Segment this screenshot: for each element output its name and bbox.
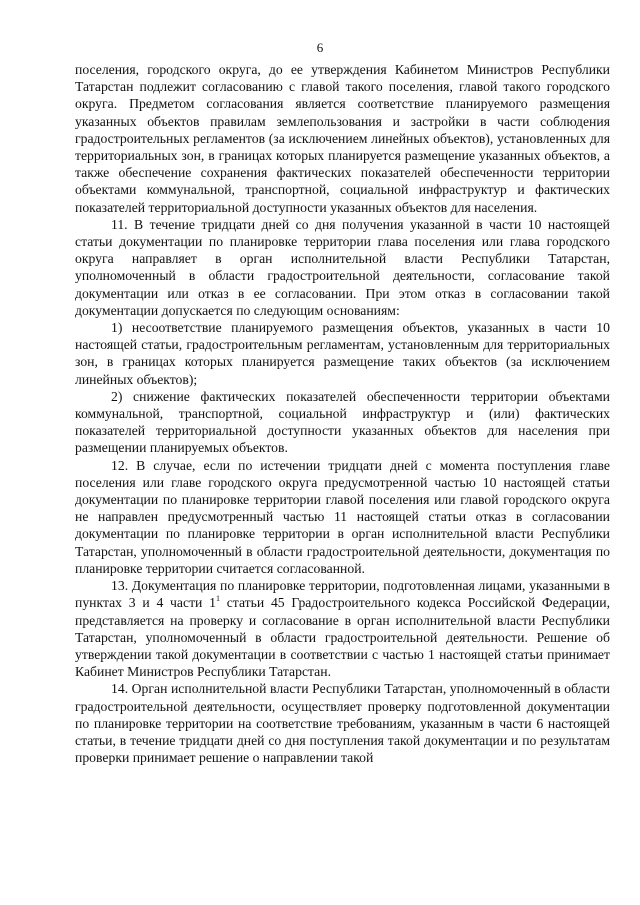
paragraph-item-11: 11. В течение тридцати дней со дня получения указанной в части 10 настоящей статьи документации по планировке территории глава поселения или глава городского округа направляет в орган исполнительной власти Республики Татарстан, уполномоченный в области градостроительной деятельности, согласование такой документации или отказ в ее согласовании. При этом отказ в согласовании такой документации допускается по следующим основаниям:: [75, 216, 610, 318]
paragraph-subitem-2: 2) снижение фактических показателей обеспеченности территории объектами коммунальной, транспортной, социальной инфраструктур и (или) фактических показателей территориальной доступности указанных объектов для населения при размещении планируемых объектов.: [75, 388, 610, 456]
paragraph-item-14: 14. Орган исполнительной власти Республики Татарстан, уполномоченный в области градостроительной деятельности, осуществляет проверку подготовленной документации по планировке территории на соответствие требованиям, указанным в части 6 настоящей статьи, в течение тридцати дней со дня поступления такой документации и по результатам проверки принимает решение о направлении такой: [75, 681, 610, 766]
paragraph-item-12: 12. В случае, если по истечении тридцати дней с момента поступления главе поселения или главе городского округа предусмотренной частью 10 настоящей статьи документации по планировке территории главой поселения или главой городского округа не направлен предусмотренный частью 11 настоящей статьи отказ в согласовании документации по планировке территории в орган исполнительной власти Республики Татарстан, уполномоченный в области градостроительной деятельности, документация по планировке территории считается согласованной.: [75, 457, 610, 576]
paragraph-continuation: поселения, городского округа, до ее утверждения Кабинетом Министров Республики Татарстан подлежит согласованию с главой такого поселения, главой такого городского округа. Предметом согласования является соответствие планируемого размещения указанных объектов правилам землепользования и застройки в части соблюдения градостроительных регламентов (за исключением линейных объектов), установленных для территориальных зон, в границах которых планируется размещение указанных объектов, а также обеспечение сохранения фактических показателей обеспеченности территории объектами коммунальной, транспортной, социальной инфраструктур и фактических показателей территориальной доступности указанных объектов для населения.: [75, 62, 610, 215]
page-number: 6: [316, 40, 324, 55]
paragraph-item-13-text-before: 13. Документация по планировке территории, подготовленная лицами, указанными в пунктах 3 и 4 части 1: [75, 578, 610, 611]
paragraph-item-13: [75, 577, 610, 680]
document-body: [75, 61, 610, 766]
paragraph-item-13-text-after: статьи 45 Градостроительного кодекса Российской Федерации, представляется на проверку и согласование в орган исполнительной власти Республики Татарстан, уполномоченный в области градостроительной деятельности. Решение об утверждении такой документации в соответствии с частью 1 настоящей статьи принимает Кабинет Министров Республики Татарстан.: [75, 595, 610, 680]
paragraph-subitem-1: 1) несоответствие планируемого размещения объектов, указанных в части 10 настоящей статьи, градостроительным регламентам, установленным для территориальных зон, в границах которых планируется размещение таких объектов (за исключением линейных объектов);: [75, 320, 610, 387]
superscript-index: 1: [215, 593, 220, 603]
